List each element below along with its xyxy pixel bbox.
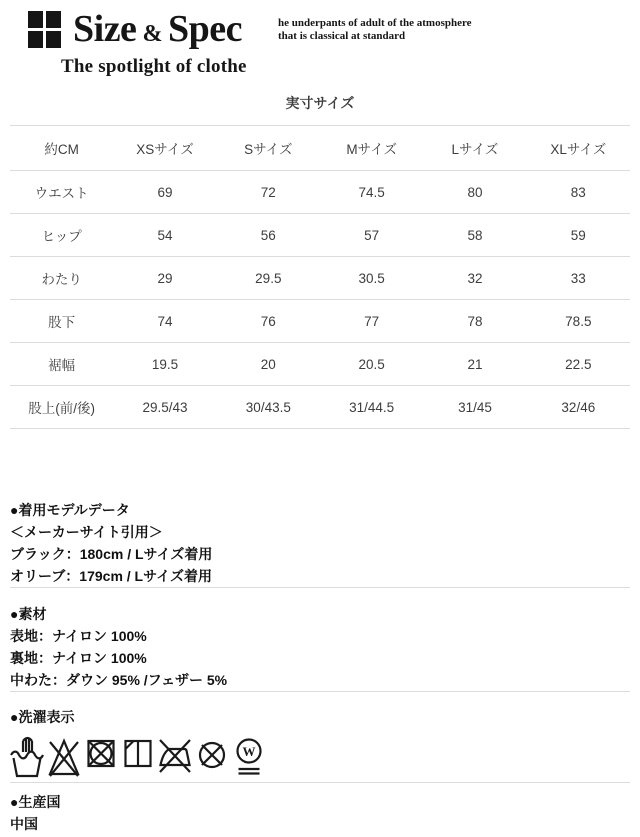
size-cell: 29.5/43 — [113, 386, 216, 429]
material-filling: 中わた：ダウン 95% /フェザー 5% — [10, 672, 228, 688]
country-heading: ●生産国 — [10, 794, 61, 810]
size-cell: 56 — [217, 214, 320, 257]
size-cell: 69 — [113, 171, 216, 214]
size-table-title: 実寸サイズ — [285, 95, 355, 111]
size-cell: 20 — [217, 343, 320, 386]
do-not-tumble-dry-icon — [84, 734, 118, 782]
size-cell: 21 — [423, 343, 526, 386]
size-cell: 77 — [320, 300, 423, 343]
country-section — [10, 783, 630, 835]
brand-subtitle: The spotlight of clothe — [61, 56, 247, 77]
size-cell: 54 — [113, 214, 216, 257]
logo-square — [28, 11, 43, 28]
size-row-label: 裾幅 — [10, 343, 113, 386]
size-cell: 30/43.5 — [217, 386, 320, 429]
logo-square — [46, 31, 61, 48]
brand-tagline-line1: he underpants of adult of the atmosphere — [278, 17, 472, 29]
brand-title-word2: Spec — [167, 8, 242, 50]
size-cell: 29 — [113, 257, 216, 300]
do-not-dry-clean-icon — [195, 734, 229, 782]
size-cell: 29.5 — [217, 257, 320, 300]
size-cell: 30.5 — [320, 257, 423, 300]
size-column-header-l: Lサイズ — [423, 126, 526, 171]
hang-dry-in-shade-icon — [121, 734, 155, 782]
size-cell: 32/46 — [527, 386, 630, 429]
size-cell: 20.5 — [320, 343, 423, 386]
size-cell: 78.5 — [527, 300, 630, 343]
size-row-hip — [10, 214, 630, 257]
logo-square — [46, 11, 61, 28]
size-cell: 58 — [423, 214, 526, 257]
size-row-label: 股上(前/後) — [10, 386, 113, 429]
size-row-thigh — [10, 257, 630, 300]
care-section — [10, 692, 630, 782]
material-section — [10, 588, 630, 691]
size-table — [10, 125, 630, 429]
size-cell: 83 — [527, 171, 630, 214]
model-data-black: ブラック：180cm / Lサイズ着用 — [10, 546, 213, 562]
size-cell: 74.5 — [320, 171, 423, 214]
size-column-header-xl: XLサイズ — [527, 126, 630, 171]
size-cell: 32 — [423, 257, 526, 300]
size-cell: 31/45 — [423, 386, 526, 429]
size-cell: 80 — [423, 171, 526, 214]
size-column-header-unit: 約CM — [10, 126, 113, 171]
do-not-iron-icon — [158, 734, 192, 782]
size-cell: 22.5 — [527, 343, 630, 386]
brand-title — [73, 8, 247, 55]
model-data-heading: ●着用モデルデータ — [10, 502, 130, 518]
size-row-hem-width — [10, 343, 630, 386]
size-row-label: 股下 — [10, 300, 113, 343]
size-cell: 57 — [320, 214, 423, 257]
size-column-header-xs: XSサイズ — [113, 126, 216, 171]
material-outer: 表地：ナイロン 100% — [10, 628, 147, 644]
size-column-header-m: Mサイズ — [320, 126, 423, 171]
wet-clean-very-gentle-icon — [232, 734, 266, 782]
size-cell: 74 — [113, 300, 216, 343]
brand-tagline — [278, 17, 472, 43]
size-row-rise — [10, 386, 630, 429]
material-heading: ●素材 — [10, 606, 47, 622]
size-cell: 33 — [527, 257, 630, 300]
size-row-label: ヒップ — [10, 214, 113, 257]
size-table-header-row — [10, 126, 630, 171]
brand-text-block — [61, 8, 247, 78]
do-not-bleach-icon — [47, 734, 81, 782]
hand-wash-icon — [10, 734, 44, 782]
size-row-waist — [10, 171, 630, 214]
size-cell: 19.5 — [113, 343, 216, 386]
material-lining: 裏地：ナイロン 100% — [10, 650, 147, 666]
model-data-section — [10, 499, 630, 587]
svg-text:W: W — [242, 744, 256, 759]
model-data-source-note: ＜メーカーサイト引用＞ — [10, 524, 163, 540]
care-heading: ●洗濯表示 — [10, 709, 75, 725]
care-icon-row — [10, 734, 630, 782]
size-cell: 59 — [527, 214, 630, 257]
size-cell: 31/44.5 — [320, 386, 423, 429]
size-cell: 72 — [217, 171, 320, 214]
size-row-label: ウエスト — [10, 171, 113, 214]
size-row-inseam — [10, 300, 630, 343]
size-row-label: わたり — [10, 257, 113, 300]
model-data-olive: オリーブ：179cm / Lサイズ着用 — [10, 568, 212, 584]
country-value: 中国 — [10, 816, 38, 832]
brand-header — [0, 0, 640, 80]
brand-title-word1: Size — [73, 8, 137, 50]
brand-logo-icon — [28, 11, 61, 48]
logo-square — [28, 31, 43, 48]
brand-tagline-line2: that is classical at standard — [278, 30, 406, 42]
size-cell: 78 — [423, 300, 526, 343]
size-cell: 76 — [217, 300, 320, 343]
brand-title-ampersand: & — [142, 21, 162, 47]
size-column-header-s: Sサイズ — [217, 126, 320, 171]
